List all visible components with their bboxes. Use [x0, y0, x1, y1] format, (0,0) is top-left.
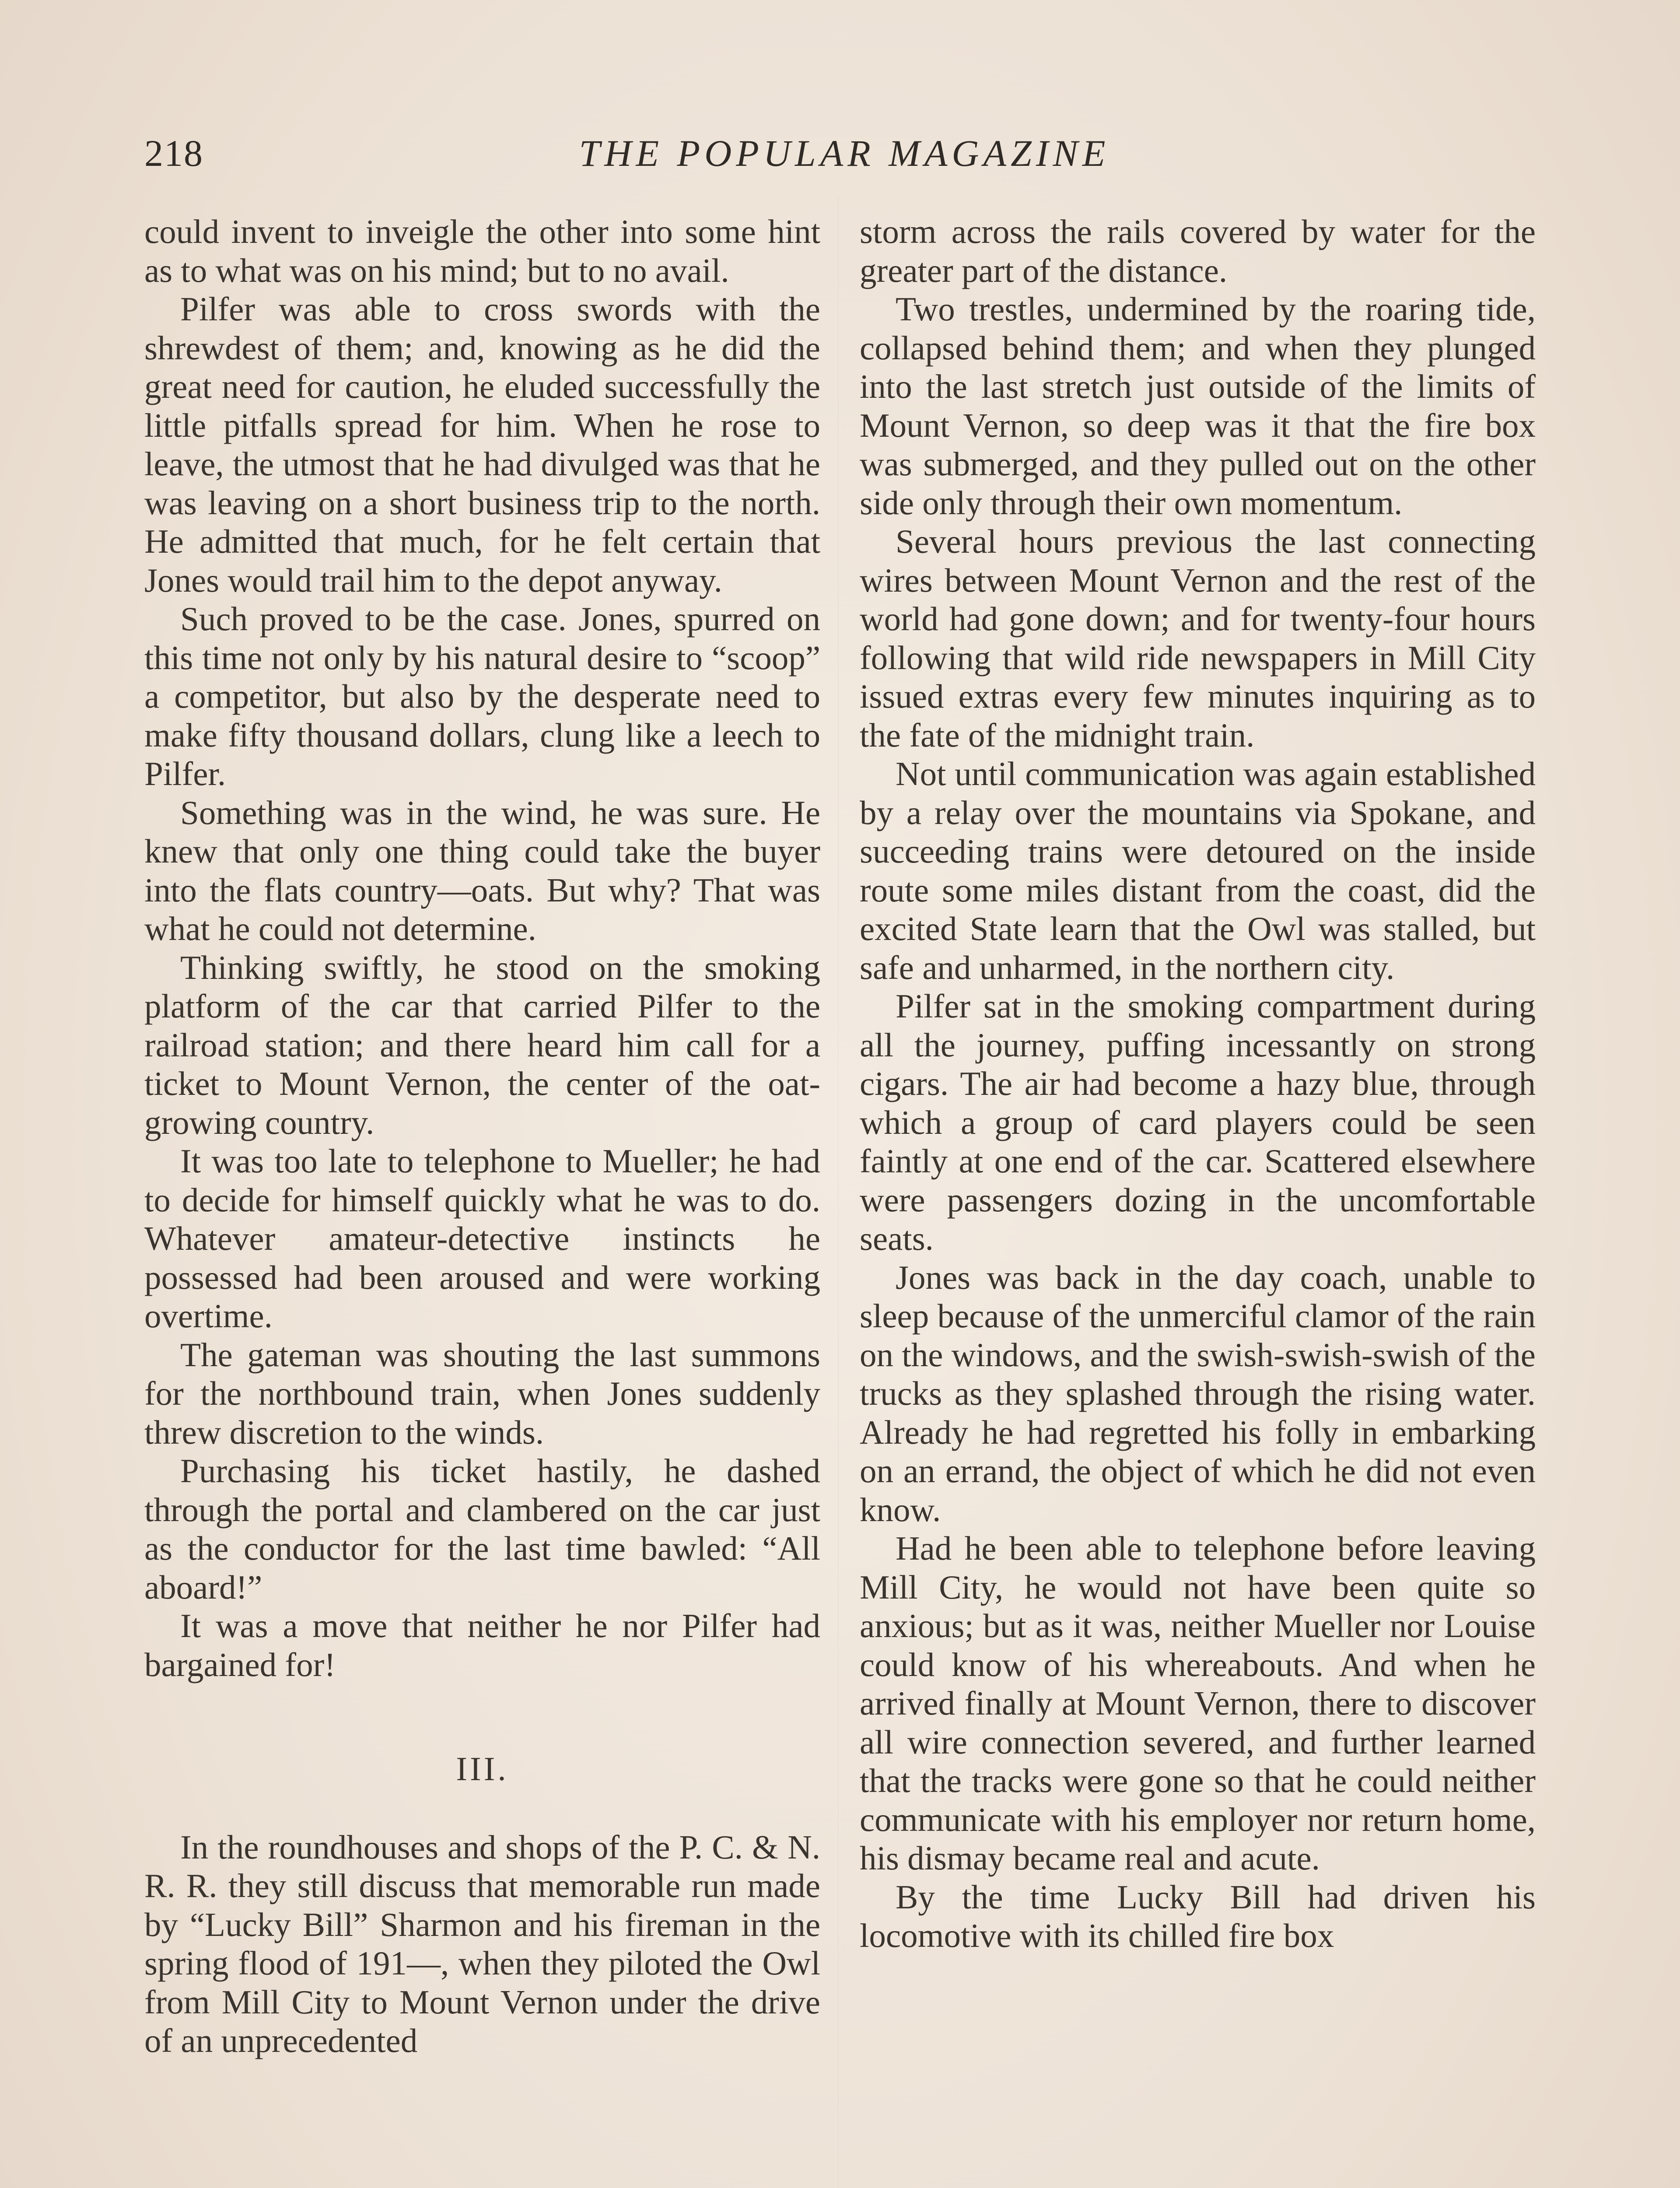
paragraph: Pilfer sat in the smoking compartment during all the journey, puffing incessantly on strong cigars. The air had become a hazy blue, through which a group of card players could be seen faintly at one end of the car. Scattered elsewhere were passengers dozing in the uncomfortable seats.	[860, 987, 1536, 1257]
paragraph: By the time Lucky Bill had driven his locomotive with its chilled fire box	[860, 1878, 1536, 1954]
paragraph: Had he been able to telephone before leaving Mill City, he would not have been quite so anxious; but as it was, neither Mueller nor Louise could know of his whereabouts. And when he arrived finally at Mount Vernon, there to discover all wire connection severed, and further learned that the tracks were gone so that he could neither communicate with his employer nor return home, his dismay became real and acute.	[860, 1529, 1536, 1877]
right-column	[860, 212, 1536, 1955]
section-heading: III.	[456, 1750, 509, 1788]
paragraph: Several hours previous the last connecting wires between Mount Vernon and the rest of the world had gone down; and for twenty-four hours following that wild ride newspapers in Mill City issued extras every few minutes inquiring as to the fate of the midnight train.	[860, 522, 1536, 754]
paragraph: Something was in the wind, he was sure. He knew that only one thing could take the buyer into the flats country—oats. But why? That was what he could not determine.	[144, 793, 820, 947]
left-column	[144, 212, 820, 2060]
paragraph: It was too late to telephone to Mueller; he had to decide for himself quickly what he was to do. Whatever amateur-detective instincts he possessed had been aroused and were working overtime.	[144, 1142, 820, 1335]
running-title: THE POPULAR MAGAZINE	[579, 132, 1110, 174]
paragraph: Such proved to be the case. Jones, spurred on this time not only by his natural desire to “scoop” a competitor, but also by the desperate need to make fifty thousand dollars, clung like a leech to Pilfer.	[144, 600, 820, 792]
paragraph: It was a move that neither he nor Pilfer had bargained for!	[144, 1607, 820, 1683]
paragraph: Jones was back in the day coach, unable to sleep because of the unmerciful clamor of the rain on the windows, and the swish-swish-swish of the trucks as they splashed through the rising water. Already he had regretted his folly in embarking on an errand, the object of which he did not even know.	[860, 1258, 1536, 1529]
paragraph: Thinking swiftly, he stood on the smoking platform of the car that carried Pilfer to the railroad station; and there heard him call for a ticket to Mount Vernon, the center of the oat-growing country.	[144, 948, 820, 1141]
paragraph: could invent to inveigle the other into some hint as to what was on his mind; but to no avail.	[144, 213, 820, 289]
page-header	[144, 131, 1544, 184]
paragraph: In the roundhouses and shops of the P. C. & N. R. R. they still discuss that memorable run made by “Lucky Bill” Sharmon and his fireman in the spring flood of 191—, when they piloted the Owl from Mill City to Mount Vernon under the drive of an unprecedented	[144, 1828, 820, 2059]
paragraph: storm across the rails covered by water for the greater part of the distance.	[860, 213, 1536, 289]
paragraph: The gateman was shouting the last summons for the northbound train, when Jones suddenly threw discretion to the winds.	[144, 1336, 820, 1451]
page-number: 218	[144, 132, 203, 174]
paragraph: Two trestles, undermined by the roaring tide, collapsed behind them; and when they plunged into the last stretch just outside of the limits of Mount Vernon, so deep was it that the fire box was submerged, and they pulled out on the other side only through their own momentum.	[860, 290, 1536, 522]
paragraph: Pilfer was able to cross swords with the shrewdest of them; and, knowing as he did the great need for caution, he eluded successfully the little pitfalls spread for him. When he rose to leave, the utmost that he had divulged was that he was leaving on a short business trip to the north. He admitted that much, for he felt certain that Jones would trail him to the depot anyway.	[144, 290, 820, 599]
page-fold-shadow	[838, 197, 839, 2188]
paragraph: Not until communication was again established by a relay over the mountains via Spokane, and succeeding trains were detoured on the inside route some miles distant from the coast, did the excited State learn that the Owl was stalled, but safe and unharmed, in the northern city.	[860, 755, 1536, 986]
paragraph: Purchasing his ticket hastily, he dashed through the portal and clambered on the car just as the conductor for the last time bawled: “All aboard!”	[144, 1452, 820, 1606]
